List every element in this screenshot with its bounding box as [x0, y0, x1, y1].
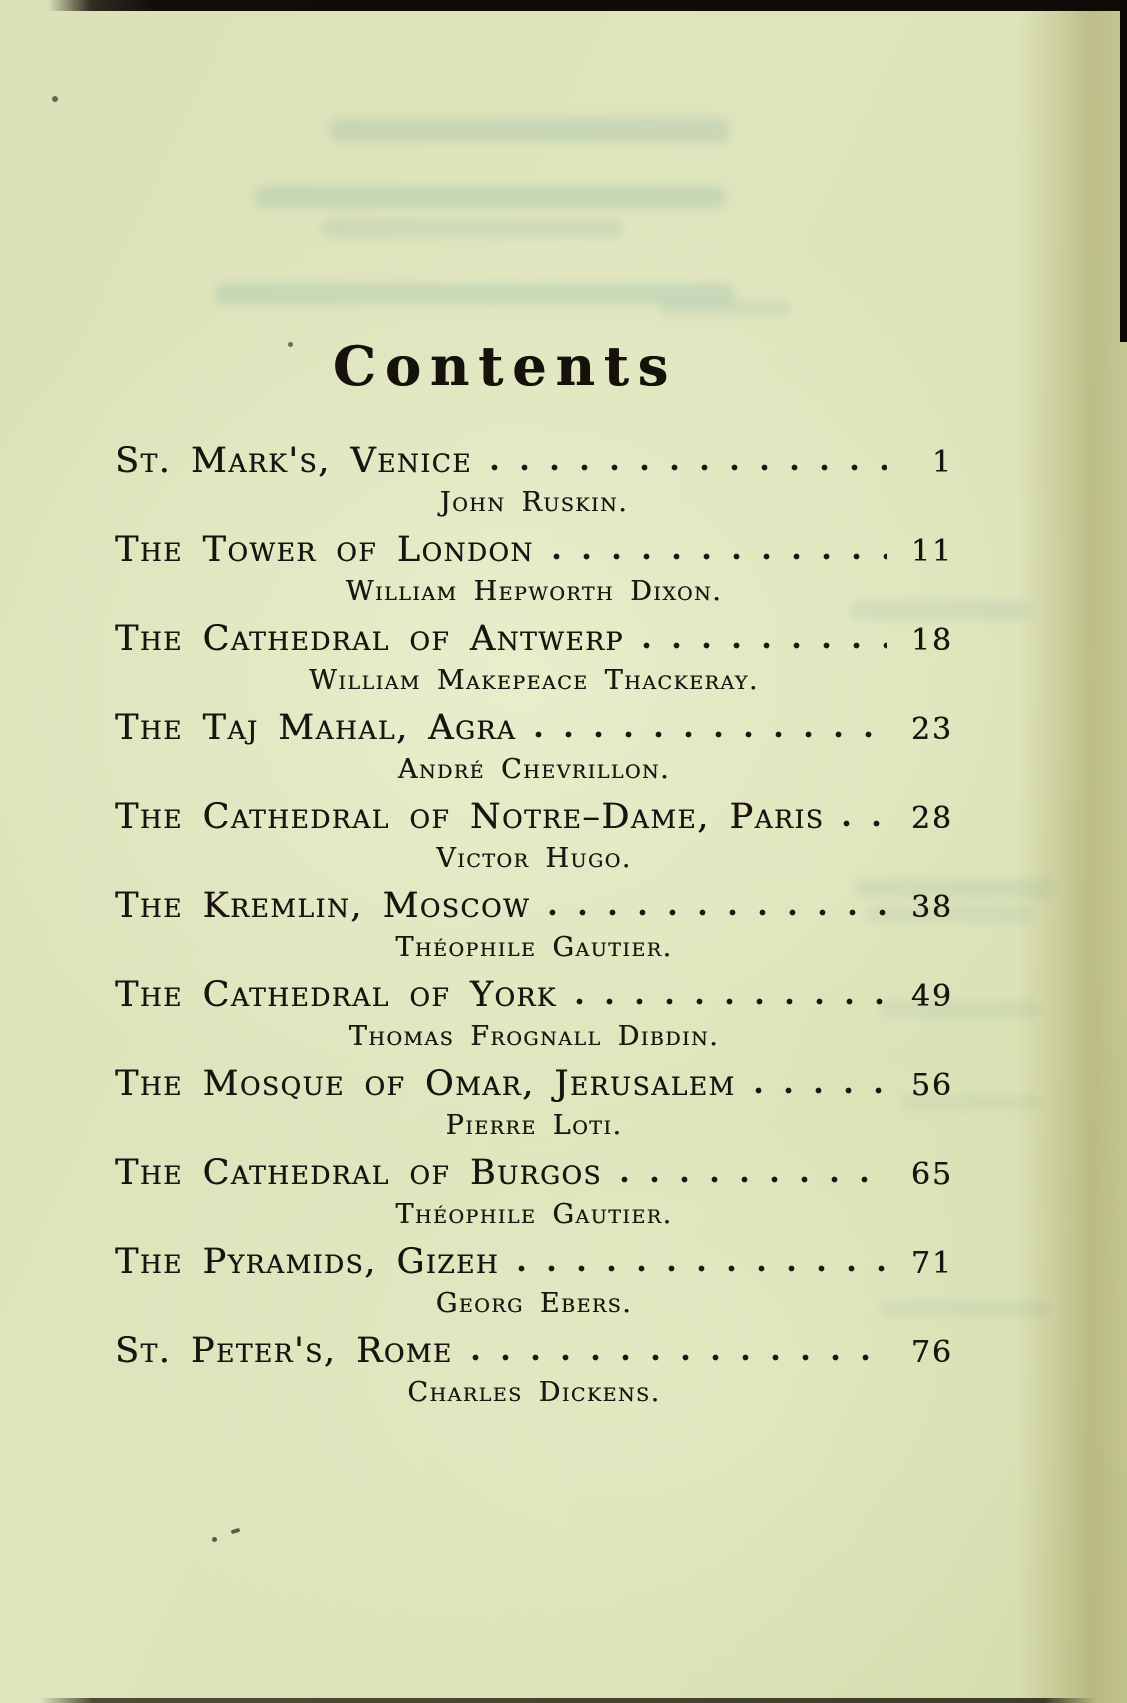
bleed-through-text: [322, 219, 622, 237]
toc-entry-author: André Chevrillon.: [397, 754, 671, 785]
scan-edge-top: [48, 0, 1127, 11]
table-of-contents: [115, 441, 953, 1420]
dot-leader: [620, 1175, 887, 1184]
toc-entry: [115, 975, 953, 1052]
dot-leader: [490, 463, 887, 472]
toc-entry-page-number: 18: [910, 623, 953, 658]
page-gutter-shadow: [1017, 0, 1127, 1703]
dot-leader: [517, 1264, 887, 1273]
toc-entry-page-number: 49: [910, 979, 953, 1014]
toc-entry-title: The Cathedral of Burgos: [115, 1153, 603, 1193]
dot-leader: [642, 641, 887, 650]
ink-speck: [231, 1528, 241, 1535]
toc-entry-author: Pierre Loti.: [445, 1110, 623, 1141]
toc-entry-author: John Ruskin.: [439, 487, 629, 518]
toc-entry-author: Charles Dickens.: [407, 1377, 661, 1408]
toc-entry: [115, 441, 953, 518]
toc-entry-title: The Pyramids, Gizeh: [115, 1242, 500, 1282]
toc-entry-author: Victor Hugo.: [436, 843, 632, 874]
toc-entry-author: William Makepeace Thackeray.: [309, 665, 759, 696]
dot-leader: [575, 997, 887, 1006]
bleed-through-text: [215, 283, 735, 305]
toc-entry-page-number: 71: [910, 1246, 953, 1281]
toc-entry-author: Théophile Gautier.: [395, 1199, 673, 1230]
toc-entry-title: St. Mark's, Venice: [115, 441, 472, 481]
toc-entry: [115, 1064, 953, 1141]
bleed-through-text: [255, 186, 725, 208]
dot-leader: [842, 819, 887, 828]
toc-entry-page-number: 76: [910, 1335, 953, 1370]
toc-entry-title: The Mosque of Omar, Jerusalem: [115, 1064, 736, 1104]
toc-entry: [115, 797, 953, 874]
toc-entry-title: The Cathedral of Antwerp: [115, 619, 624, 659]
toc-entry-page-number: 38: [910, 890, 953, 925]
toc-entry: [115, 708, 953, 785]
toc-entry: [115, 886, 953, 963]
dot-leader: [548, 908, 887, 917]
toc-entry: [115, 530, 953, 607]
scan-edge-bottom: [40, 1698, 1097, 1703]
toc-entry: [115, 1242, 953, 1319]
dot-leader: [471, 1353, 887, 1362]
toc-entry-page-number: 11: [910, 534, 953, 569]
dot-leader: [534, 730, 887, 739]
page-title: Contents: [332, 334, 678, 398]
ink-speck: [288, 342, 293, 347]
ink-speck: [212, 1537, 217, 1542]
toc-entry-title: The Cathedral of York: [115, 975, 557, 1015]
toc-entry-page-number: 65: [910, 1157, 953, 1192]
scan-edge-right: [1120, 0, 1127, 342]
bleed-through-text: [660, 300, 790, 316]
toc-entry-page-number: 1: [931, 445, 953, 480]
toc-entry-page-number: 23: [910, 712, 953, 747]
toc-entry-author: Théophile Gautier.: [395, 932, 673, 963]
toc-entry-title: The Tower of London: [115, 530, 534, 570]
toc-entry-title: St. Peter's, Rome: [115, 1331, 453, 1371]
toc-entry: [115, 1153, 953, 1230]
dot-leader: [552, 552, 887, 561]
toc-entry-author: William Hepworth Dixon.: [345, 576, 723, 607]
bleed-through-text: [330, 118, 730, 142]
toc-entry-page-number: 28: [910, 801, 953, 836]
toc-entry-page-number: 56: [910, 1068, 953, 1103]
toc-entry-author: Thomas Frognall Dibdin.: [348, 1021, 720, 1052]
toc-entry: [115, 1331, 953, 1408]
toc-entry-title: The Cathedral of Notre–Dame, Paris: [115, 797, 825, 837]
toc-entry: [115, 619, 953, 696]
toc-entry-author: Georg Ebers.: [435, 1288, 633, 1319]
toc-entry-title: The Kremlin, Moscow: [115, 886, 531, 926]
ink-speck: [52, 96, 58, 102]
dot-leader: [754, 1086, 887, 1095]
toc-entry-title: The Taj Mahal, Agra: [115, 708, 517, 748]
